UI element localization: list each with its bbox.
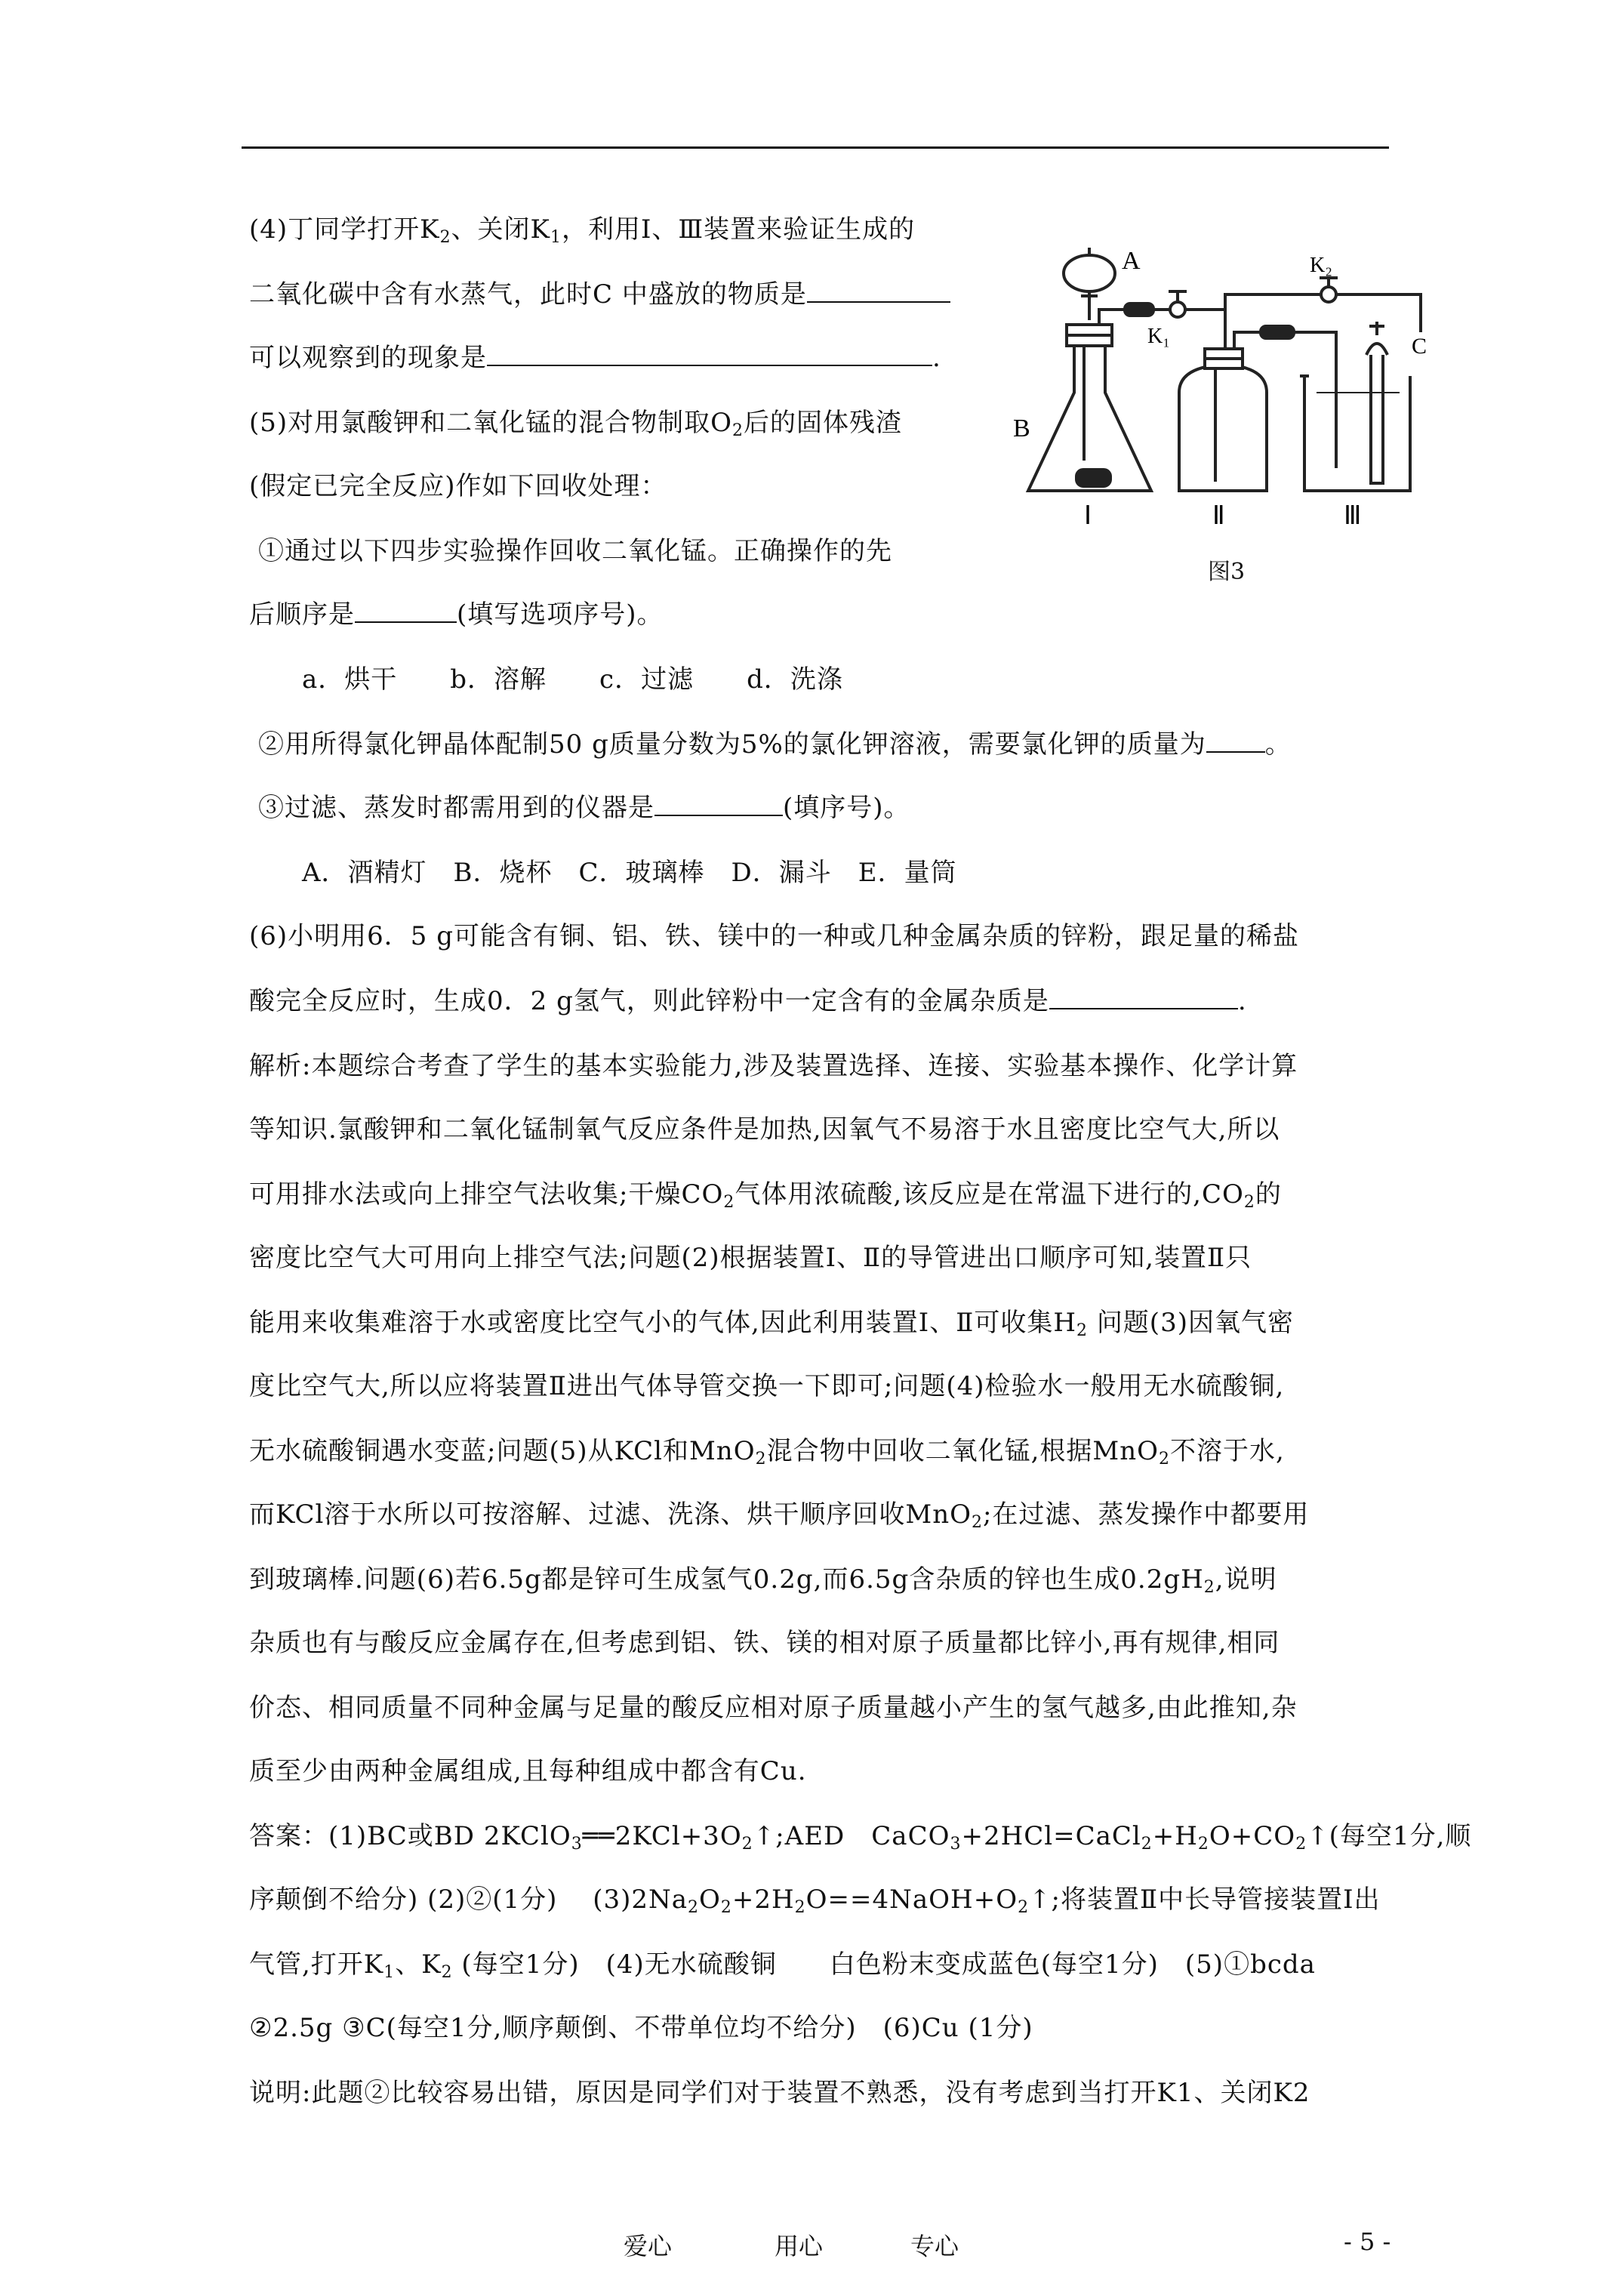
- analysis-line-8: 而KCl溶于水所以可按溶解、过滤、洗涤、烘干顺序回收MnO$_2$;在过滤、蒸发操作中都要用: [249, 1499, 1310, 1532]
- label-a: A: [1122, 247, 1141, 275]
- q4-line-1: (4)丁同学打开$K_2$、关闭$K_1$，利用Ⅰ、Ⅲ装置来验证生成的: [249, 214, 916, 247]
- q5-line-3: ①通过以下四步实验操作回收二氧化锰。正确操作的先: [258, 536, 892, 566]
- label-b: B: [1013, 415, 1030, 442]
- label-ii: Ⅱ: [1212, 502, 1225, 530]
- answer-blank[interactable]: [807, 279, 950, 303]
- q5-line-6: ③过滤、蒸发时都需用到的仪器是 (填序号)。: [258, 793, 910, 823]
- bottle-ii: [1179, 356, 1267, 491]
- label-i: Ⅰ: [1084, 502, 1092, 530]
- analysis-line-12: 质至少由两种金属组成,且每种组成中都含有Cu.: [249, 1756, 807, 1786]
- answer-line-2: 序颠倒不给分) (2)②(1分) $(3)2Na_2O_2+2H_2O==4NaOH+O_2↑$;将装置Ⅱ中长导管接装置Ⅰ出: [249, 1885, 1381, 1917]
- answer-blank[interactable]: [1206, 729, 1265, 753]
- q5-options-2: A．酒精灯 B．烧杯 C．玻璃棒 D．漏斗 E．量筒: [302, 858, 957, 888]
- analysis-line-9: 到玻璃棒.问题(6)若6.5g都是锌可生成氢气0.2g,而6.5g含杂质的锌也生成$0.2gH_2$,说明: [249, 1564, 1277, 1597]
- figure-caption: 图3: [1208, 559, 1246, 585]
- footer-right: 专心: [910, 2232, 959, 2261]
- footer-left: 爱心: [624, 2232, 673, 2261]
- q5-options-1: a．烘干 b．溶解 c．过滤 d．洗涤: [302, 664, 843, 695]
- answer-blank[interactable]: [355, 599, 457, 623]
- analysis-line-7: 无水硫酸铜遇水变蓝;问题(5)从KCl和MnO$_2$混合物中回收二氧化锰,根据MnO$_2$不溶于水,: [249, 1436, 1285, 1469]
- header-rule: [242, 146, 1389, 149]
- q5-line-1: (5)对用氯酸钾和二氧化锰的混合物制取$O_2$后的固体残渣: [249, 408, 903, 440]
- funnel-a: [1064, 255, 1115, 291]
- q5-line-5: ②用所得氯化钾晶体配制50 g质量分数为5%的氯化钾溶液，需要氯化钾的质量为 。: [258, 729, 1292, 760]
- label-k1: K₁: [1147, 325, 1170, 348]
- answer-blank[interactable]: [654, 792, 783, 816]
- answer-blank[interactable]: [1049, 985, 1238, 1009]
- analysis-line-5: 能用来收集难溶于水或密度比空气小的气体,因此利用装置Ⅰ、Ⅱ可收集$H_2$ 问题(3)因氧气密: [249, 1308, 1294, 1340]
- analysis-line-4: 密度比空气大可用向上排空气法;问题(2)根据装置Ⅰ、Ⅱ的导管进出口顺序可知,装置Ⅱ只: [249, 1243, 1252, 1273]
- analysis-line-11: 价态、相同质量不同种金属与足量的酸反应相对原子质量越小产生的氢气越多,由此推知,杂: [249, 1693, 1298, 1723]
- q5-line-4: 后顺序是 (填写选项序号)。: [249, 599, 664, 630]
- apparatus-figure: [1012, 242, 1434, 574]
- analysis-line-1: 解析:本题综合考查了学生的基本实验能力,涉及装置选择、连接、实验基本操作、化学计算: [249, 1051, 1298, 1081]
- label-iii: Ⅲ: [1344, 502, 1362, 530]
- q6-line-1: (6)小明用6．5 g可能含有铜、铝、铁、镁中的一种或几种金属杂质的锌粉，跟足量的稀盐: [249, 921, 1299, 951]
- analysis-line-2: 等知识.氯酸钾和二氧化锰制氧气反应条件是加热,因氧气不易溶于水且密度比空气大,所以: [249, 1114, 1280, 1145]
- answer-line-1: 答案：(1)BC或BD $2KClO_3══2KCl+3O_2↑;AED$ $CaCO_3+2HCl=CaCl_2+H_2O+CO_2↑$(每空1分,顺: [249, 1821, 1472, 1854]
- page-number: - 5 -: [1344, 2227, 1391, 2256]
- label-c: C: [1412, 334, 1427, 359]
- answer-line-3: 气管,打开$K_1$、$K_2$ (每空1分) (4)无水硫酸铜 白色粉末变成蓝色(每空1分) (5)①bcda: [249, 1949, 1316, 1982]
- label-k2: K₂: [1310, 254, 1332, 277]
- analysis-line-3: 可用排水法或向上排空气法收集;干燥$CO_2$气体用浓硫酸,该反应是在常温下进行的$,CO_2$的: [249, 1179, 1282, 1212]
- footer-mid: 用心: [775, 2232, 824, 2261]
- analysis-line-10: 杂质也有与酸反应金属存在,但考虑到铝、铁、镁的相对原子质量都比锌小,再有规律,相同: [249, 1628, 1280, 1658]
- note-line: 说明:此题②比较容易出错，原因是同学们对于装置不熟悉，没有考虑到当打开K1、关闭K2: [249, 2078, 1310, 2108]
- answer-blank[interactable]: [487, 342, 932, 366]
- q4-line-3: 可以观察到的现象是 .: [249, 343, 941, 373]
- analysis-line-6: 度比空气大,所以应将装置Ⅱ进出气体导管交换一下即可;问题(4)检验水一般用无水硫酸铜,: [249, 1371, 1285, 1401]
- flask-b: [1028, 326, 1151, 491]
- q6-line-2: 酸完全反应时，生成0．2 g氢气，则此锌粉中一定含有的金属杂质是 .: [249, 986, 1247, 1016]
- q5-line-2: (假定已完全反应)作如下回收处理：: [249, 471, 667, 501]
- q4-line-2: 二氧化碳中含有水蒸气，此时C 中盛放的物质是: [249, 278, 950, 311]
- answer-line-4: ②2.5g ③C(每空1分,顺序颠倒、不带单位均不给分) (6)Cu (1分): [249, 2013, 1033, 2043]
